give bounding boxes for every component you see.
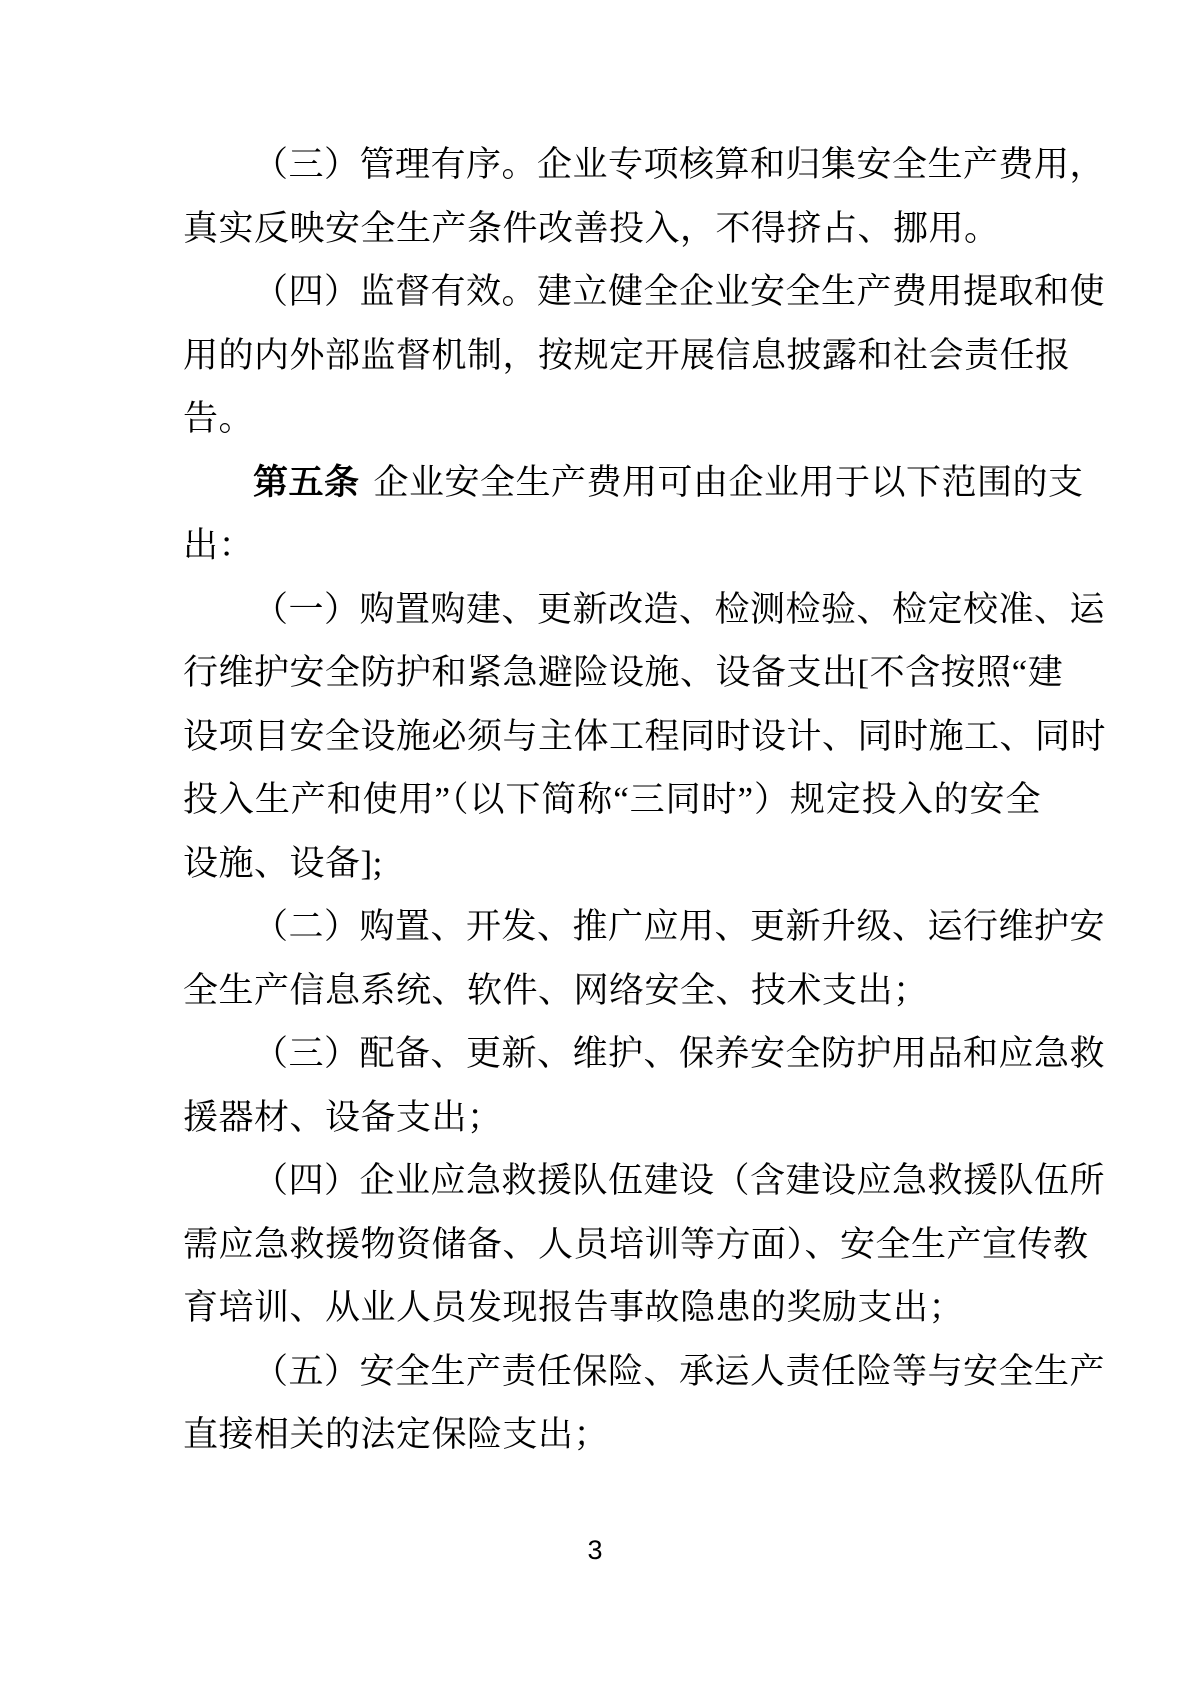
page-number: 3 bbox=[587, 1535, 603, 1565]
doc-line: 全生产信息系统、软件、网络安全、技术支出； bbox=[183, 970, 929, 1010]
paragraph bbox=[183, 578, 1107, 896]
doc-line: （二）购置、开发、推广应用、更新升级、运行维护安 bbox=[253, 907, 1106, 946]
doc-line: 用的内外部监督机制，按规定开展信息披露和社会责任报 bbox=[183, 335, 1071, 375]
doc-line: 真实反映安全生产条件改善投入，不得挤占、挪用。 bbox=[183, 208, 1000, 248]
doc-line: 投入生产和使用”（以下简称“三同时”）规定投入的安全 bbox=[183, 780, 1041, 819]
doc-line: 告。 bbox=[183, 399, 255, 438]
doc-line: 行维护安全防护和紧急避险设施、设备支出[不含按照“建 bbox=[183, 653, 1064, 692]
article-text: 企业安全生产费用可由企业用于以下范围的支 bbox=[373, 462, 1084, 502]
paragraph bbox=[183, 895, 1106, 1022]
doc-line: （五）安全生产责任保险、承运人责任险等与安全生产 bbox=[253, 1351, 1106, 1391]
doc-line: 育培训、从业人员发现报告事故隐患的奖励支出； bbox=[183, 1288, 965, 1327]
paragraph bbox=[183, 1340, 1106, 1467]
doc-line: （四）企业应急救援队伍建设（含建设应急救援队伍所 bbox=[253, 1161, 1106, 1200]
doc-line: （三）配备、更新、维护、保养安全防护用品和应急救 bbox=[253, 1034, 1106, 1073]
doc-line bbox=[183, 451, 1084, 515]
paragraph bbox=[183, 260, 1106, 451]
doc-line: 设施、设备]; bbox=[183, 843, 383, 883]
paragraph bbox=[183, 1022, 1106, 1149]
paragraph-article-5 bbox=[183, 451, 1084, 578]
article-number-bold: 第五条 bbox=[253, 462, 360, 502]
doc-line: （四）监督有效。建立健全企业安全生产费用提取和使 bbox=[253, 272, 1106, 311]
doc-line: 需应急救援物资储备、人员培训等方面）、安全生产宣传教 bbox=[183, 1224, 1089, 1264]
paragraph bbox=[183, 1149, 1106, 1340]
paragraph bbox=[183, 133, 1106, 260]
document-body bbox=[183, 133, 1107, 1467]
doc-line: 设项目安全设施必须与主体工程同时设计、同时施工、同时 bbox=[183, 716, 1107, 756]
doc-line: （三）管理有序。企业专项核算和归集安全生产费用， bbox=[253, 145, 1106, 184]
doc-line: （一）购置购建、更新改造、检测检验、检定校准、运 bbox=[253, 589, 1106, 629]
doc-line: 出： bbox=[183, 526, 255, 565]
doc-line: 援器材、设备支出； bbox=[183, 1097, 503, 1137]
doc-line: 直接相关的法定保险支出； bbox=[183, 1415, 610, 1454]
